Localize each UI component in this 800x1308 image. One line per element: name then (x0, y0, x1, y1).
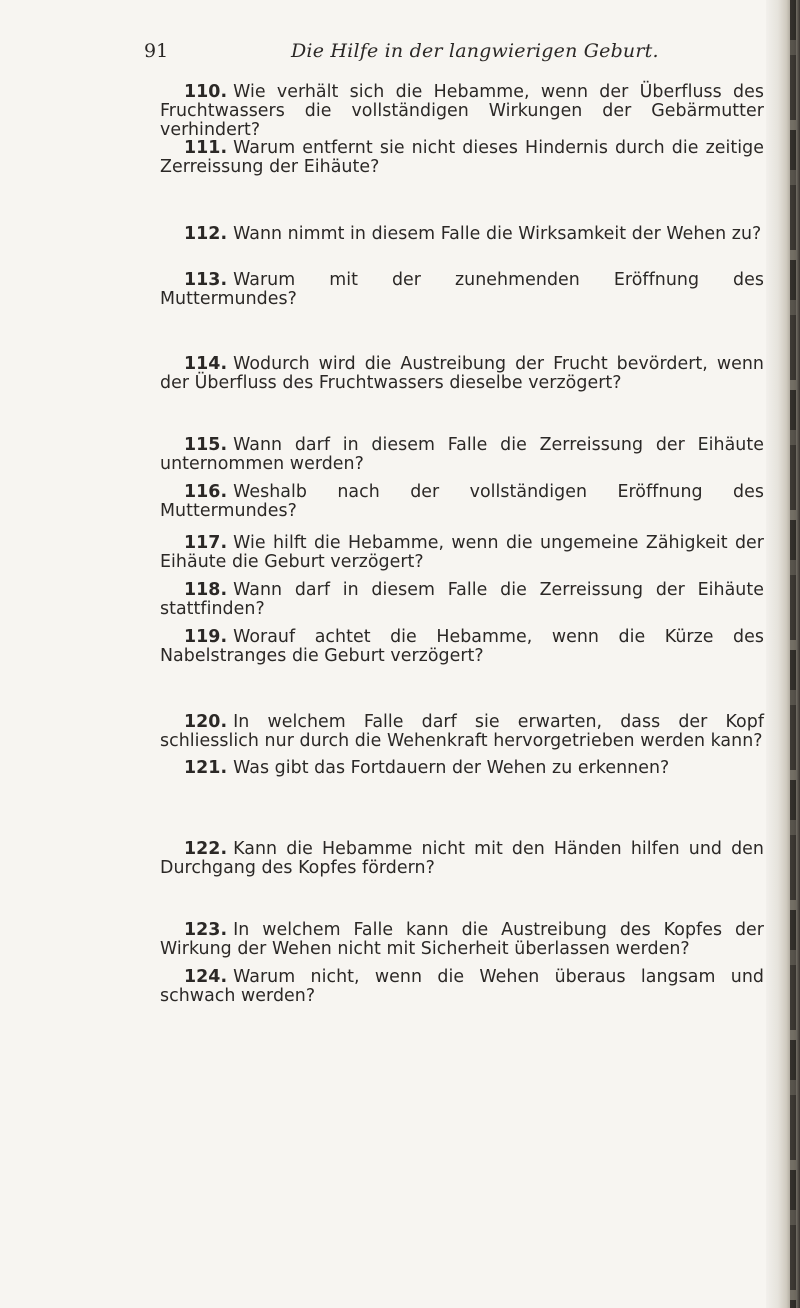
question-123 (160, 921, 764, 959)
question-text: Kann die Hebamme nicht mit den Händen hilfen und den Durchgang des Kopfes fördern? (160, 839, 764, 878)
question-text: Wie hilft die Hebamme, wenn die ungemeine Zähigkeit der Eihäute die Geburt verzögert? (160, 533, 764, 572)
question-112 (160, 225, 764, 244)
question-113 (160, 271, 764, 309)
question-number: 116. (184, 482, 228, 502)
question-number: 122. (184, 839, 228, 859)
question-117 (160, 534, 764, 572)
question-number: 115. (184, 435, 228, 455)
question-text: Weshalb nach der vollständigen Eröffnung des Muttermundes? (160, 482, 764, 521)
question-119 (160, 628, 764, 666)
question-122 (160, 840, 764, 878)
question-text: Wie verhält sich die Hebamme, wenn der Überfluss des Fruchtwassers die vollständigen Wirkungen der Gebärmutter verhindert? (160, 82, 764, 140)
question-number: 120. (184, 712, 228, 732)
question-text: Warum entfernt sie nicht dieses Hindernis durch die zeitige Zerreissung der Eihäute? (160, 138, 764, 177)
question-110 (160, 83, 764, 140)
question-text: Wodurch wird die Austreibung der Frucht bevördert, wenn der Überfluss des Fruchtwassers dieselbe verzögert? (160, 354, 764, 393)
question-121 (160, 759, 764, 778)
question-number: 113. (184, 270, 228, 290)
question-number: 121. (184, 758, 228, 778)
question-text: Wann darf in diesem Falle die Zerreissung der Eihäute stattfinden? (160, 580, 764, 619)
question-114 (160, 355, 764, 393)
question-text: Wann nimmt in diesem Falle die Wirksamkeit der Wehen zu? (233, 224, 762, 244)
page-title: Die Hilfe in der langwierigen Geburt. (291, 40, 659, 62)
question-number: 112. (184, 224, 228, 244)
question-number: 118. (184, 580, 228, 600)
question-124 (160, 968, 764, 1006)
question-text: Wann darf in diesem Falle die Zerreissung der Eihäute unternommen werden? (160, 435, 764, 474)
question-text: Warum mit der zunehmenden Eröffnung des Muttermundes? (160, 270, 764, 309)
question-number: 110. (184, 82, 228, 102)
running-head (144, 40, 744, 70)
question-number: 119. (184, 627, 228, 647)
question-number: 124. (184, 967, 228, 987)
question-number: 111. (184, 138, 228, 158)
question-118 (160, 581, 764, 619)
question-number: 123. (184, 920, 228, 940)
question-116 (160, 483, 764, 521)
question-number: 117. (184, 533, 228, 553)
question-115 (160, 436, 764, 474)
question-text: Was gibt das Fortdauern der Wehen zu erkennen? (233, 758, 670, 778)
question-text: In welchem Falle kann die Austreibung des Kopfes der Wirkung der Wehen nicht mit Sicherheit überlassen werden? (160, 920, 764, 959)
question-120 (160, 713, 764, 751)
question-text: In welchem Falle darf sie erwarten, dass der Kopf schliesslich nur durch die Wehenkraft hervorgetrieben werden kann? (160, 712, 764, 751)
question-number: 114. (184, 354, 228, 374)
question-111 (160, 139, 764, 177)
question-text: Warum nicht, wenn die Wehen überaus langsam und schwach werden? (160, 967, 764, 1006)
question-text: Worauf achtet die Hebamme, wenn die Kürze des Nabelstranges die Geburt verzögert? (160, 627, 764, 666)
binding-edge (790, 0, 796, 1308)
page-number: 91 (144, 40, 169, 62)
